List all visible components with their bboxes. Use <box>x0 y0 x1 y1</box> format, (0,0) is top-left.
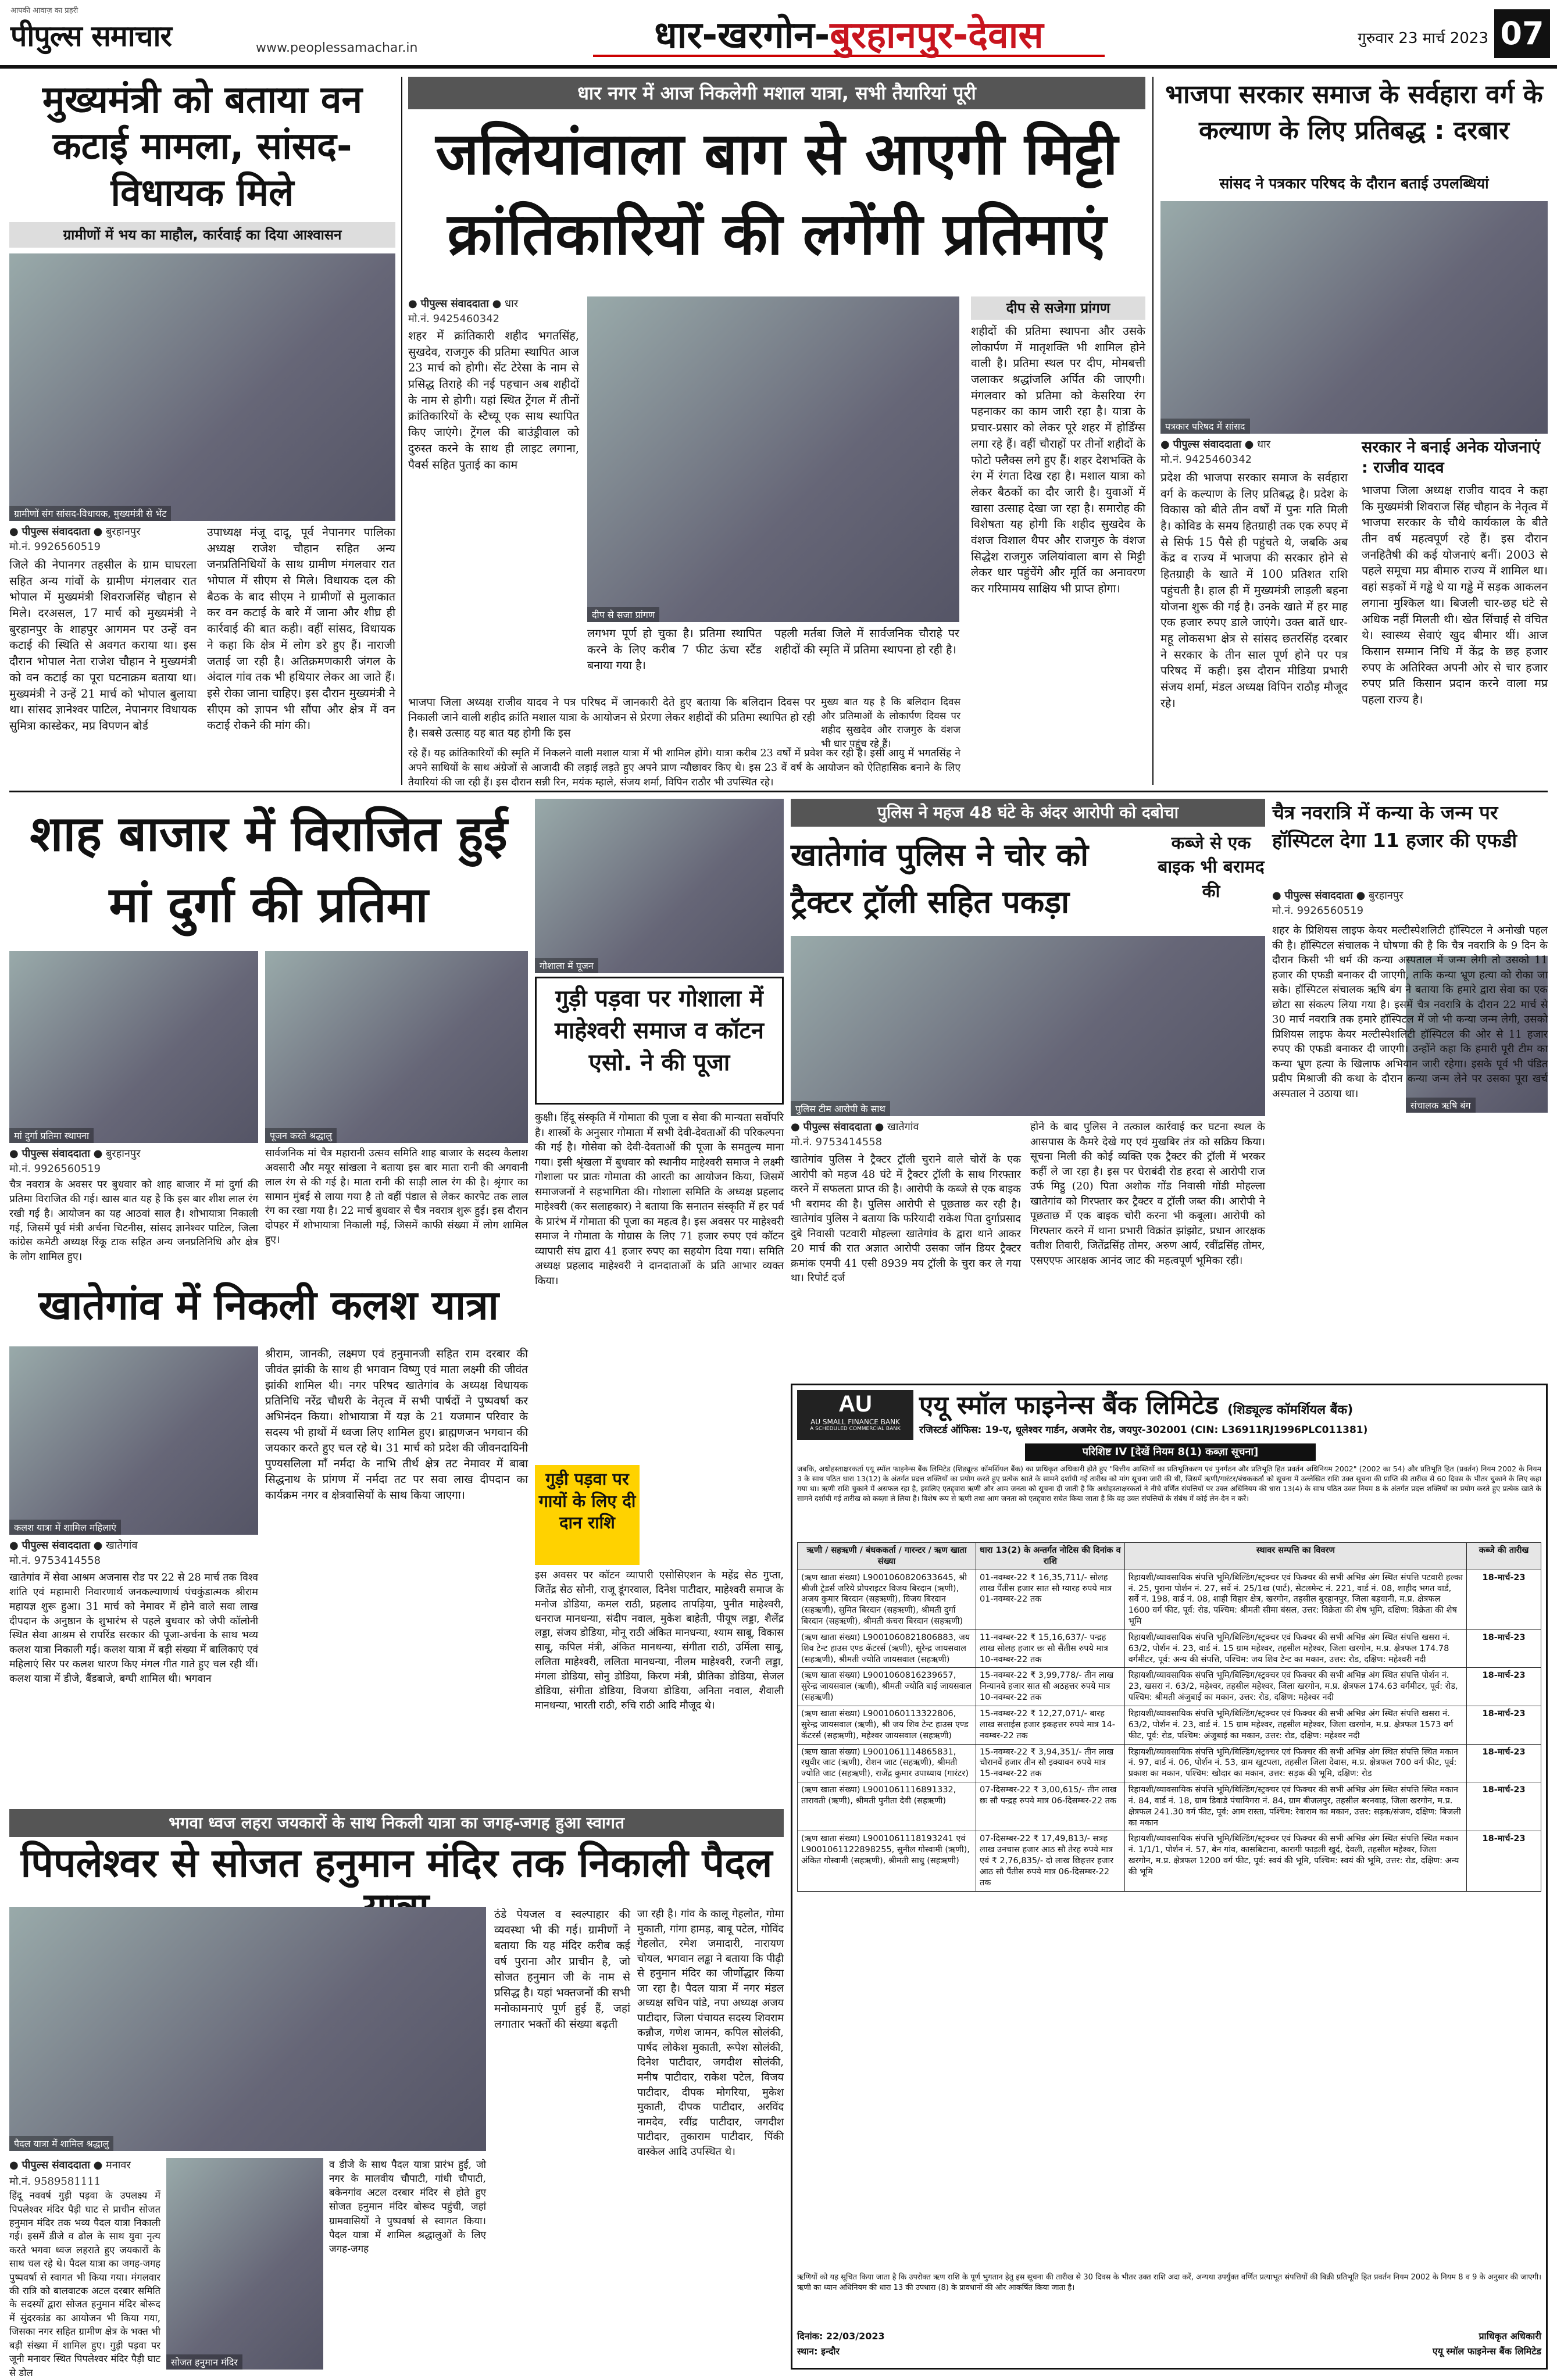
notice-row <box>798 1629 1541 1668</box>
body-col-3: पहली मर्तबा जिले में सार्वजनिक चौराहे पर शहीदों की स्मृति में प्रतिमा स्थापना हो रही है। <box>774 627 959 656</box>
body-col-2: इस अवसर पर कॉटन व्यापारी एसोसिएशन के महेंद्र सेठ गुप्ता, जितेंद्र सेठ सोनी, राजू डूंगरवाल, दिनेश पाटीदार, माहेश्वरी समाज के मनोज डोडिया, कमल राठी, प्रहलाद तापड़िया, पुनीत माहेश्वरी, धनराज मानधन्या, संदीप नवाल, मुकेश बाहेती, पीयूष लड्डा, शैलेंद्र लड्डा, संजय डोडिया, मोनू राठी अंकित मानधन्या, श्याम साबू, विकास साबू, कपिल मंत्री, अंकित मानधन्या, संगीता राठी, उर्मिला साबू, ललिता माहेश्वरी, ललिता मानधन्या, नीलम माहेश्वरी, रजनी लड्डा, मंगला डोडिया, सोनु डोडिया, किरण मंत्री, प्रीतिका डोडिया, सेजल डोडिया, संगीता डोडिया, विजया डोडिया, अनिता नवाल, शैवाली मानधन्या, भारती राठी, रुचि राठी आदि मौजूद थे। <box>535 1570 784 1711</box>
notice-cell-borrower: (ऋण खाता संख्या) L9001061116891332, तारावती (ऋणी), श्रीमती पुनीता देवी (सहऋणी) <box>798 1782 976 1831</box>
section-title-red: बुरहानपुर-देवास <box>830 14 1044 57</box>
headline: पिपलेश्वर से सोजत हनुमान मंदिर तक निकाली पैदल <box>20 1841 773 1886</box>
notice-appendix: परिशिष्ट IV [देखें नियम 8(1) कब्ज़ा सूचना] <box>1025 1443 1316 1461</box>
body-col-4: शहीदों की प्रतिमा स्थापना और उसके लोकार्पण में मातृशक्ति भी शामिल होने वाली है। प्रतिमा स्थल पर दीप, मोमबत्ती जलाकर श्रद्धांजलि अर्पित की जाएगी। मंगलवार को प्रतिमा को केसरिया रंग पहनाकर का काम जारी रहा है। यात्रा के प्रचार-प्रसार को लेकर पूरे शहर में होर्डिंग्स लगा रहे हैं। वहीं चौराहों पर तीनों शहीदों के फोटो फ्लैक्स लगे हुए हैं। शहर देशभक्ति के रंग में रंगता दिख रहा है। मशाल यात्रा को लेकर बैठकों का दौर जारी है। युवाओं में खासा उत्साह देखा जा रहा है। समारोह की विशेषता यह होगी कि शहीद सुखदेव के वंशज विशाल थैपर और राजगुरु के वंशज सिद्धेश राजगुरु जलियांवाला बाग से मिट्टी लेकर धार पहुंचेंगे और मूर्ति का अनावरण कर गरिमामय साक्षिय भी प्राप्त होगा। <box>971 324 1145 595</box>
photo-caption: कलश यात्रा में शामिल महिलाएं <box>9 1520 121 1535</box>
story-kalash-yatra <box>9 1282 528 1806</box>
photo-caption: पुलिस टीम आरोपी के साथ <box>791 1101 890 1116</box>
notice-cell-borrower: (ऋण खाता संख्या) L9001061114865831, रघुवीर जाट (ऋणी), रोशन जाट (सहऋणी), श्रीमती ज्योति जाट (सहऋणी), राजेंद्र कुमार उपाध्याय (गारंटर) <box>798 1744 976 1782</box>
notice-column-header: कब्जे की तारीख <box>1467 1543 1541 1570</box>
body-col-1: जिले की नेपानगर तहसील के ग्राम घाघरला सहित अन्य गांवों के ग्रामीण मंगलवार रात भोपाल में मुख्यमंत्री शिवराजसिंह चौहान से मिले। दरअसल, 17 मार्च को मुख्यमंत्री ने बुरहानपुर के शाहपुर आगमन पर उन्हें वन कटाई की स्थिति से अवगत कराया था। इस दौरान भोपाल नेता राजेश चौहान ने मुख्यमंत्री को वन कटाई का पूरा घटनाक्रम बताया था। मुख्यमंत्री ने उन्हें 21 मार्च को भोपाल बुलाया था। सांसद ज्ञानेश्वर पाटिल, नेपानगर विधायक सुमित्रा कास्डेकर, मप्र विपणन बोर्ड <box>9 558 197 732</box>
notice-row <box>798 1570 1541 1629</box>
notice-title-paren: (शिड्यूल्ड कॉमर्शियल बैंक) <box>1227 1403 1354 1417</box>
notice-cell-property: रिहायशी/व्यावसायिक संपत्ति भूमि/बिल्डिंग/स्ट्रक्चर एवं फिक्चर की सभी अभिन्न अंग स्थित संपत्ति स्थित मकान नं. 1/1/1, पोर्शन नं. 57, बेन गांव, कासबिटाना, कारागी फाड़ली खुर्द, देवली, तहसील महेश्वर, जिला खरगोन, म.प्र. क्षेत्रफल 1200 वर्ग फीट, पूर्व: स्वयं की भूमि, पश्चिम: स्वयं की भूमि, उत्तर: रोड, दक्षिण: अन्य की भूमि <box>1124 1831 1466 1891</box>
notice-place: स्थान: इन्दौर <box>797 2346 840 2357</box>
story-goshala <box>535 799 784 1804</box>
body-text: शहर के प्रिशियस लाइफ केयर मल्टीस्पेशलिटी हॉस्पिटल ने अनोखी पहल की है। हॉस्पिटल संचालक ने घोषणा की है कि चैत्र नवरात्रि के 9 दिन के दौरान किसी भी धर्म की कन्या अस्पताल में जन्म लेगी तो उसको 11 हजार की एफडी बनाकर दी जाएगी, ताकि कन्या भ्रूण हत्या को रोका जा सके। हॉस्पिटल संचालक ऋषि बंग ने बताया कि हमारे द्वारा सेवा का एक छोटा सा संकल्प लिया गया है। इसमें चैत्र नवरात्रि के दौरान 22 मार्च से 30 मार्च नवरात्रि तक हमारे हॉस्पिटल में जो भी कन्या जन्म लेगी, उसको प्रिशियस लाइफ केयर मल्टीस्पेशलिटी हॉस्पिटल की ओर से 11 हजार रुपए की एफडी बनाकर दी जाएगी। उन्होंने कहा कि हमारी पूरी टीम का कन्या भ्रूण हत्या के खिलाफ अभियान जारी रहेगा। इसके पूर्व भी पंडित प्रदीप मिश्राजी की कथा के दौरान कन्या जन्म लेने पर उसका पूरा खर्च अस्पताल ने उठाया था। <box>1272 924 1548 1100</box>
byline-place: खातेगांव <box>106 1539 138 1552</box>
notice-cell-notice: 07-दिसम्बर-22 ₹ 3,00,615/- तीन लाख छः सौ पन्द्रह रुपये मात्र 06-दिसम्बर-22 तक <box>976 1782 1124 1831</box>
body-col-1: चैत्र नवरात्र के अवसर पर बुधवार को शाह बाजार में मां दुर्गा की प्रतिमा विराजित की गई। खास बात यह है कि इस बार शीश लाल रंग रखी गई है। आयोजन का यह आठवां साल है। शोभायात्रा निकाली गई, जिसमें पूर्व मंत्री अर्चना चिटनीस, सांसद ज्ञानेश्वर पाटिल, जिला कांग्रेस कमेटी अध्यक्ष रिंकू टाक सहित अन्य जनप्रतिनिधि और क्षेत्र के लोग शामिल हुए। <box>9 1179 258 1263</box>
story-hospital-fd <box>1272 799 1548 1380</box>
body-text-1: हिंदू नववर्ष गुड़ी पड़वा के उपलक्ष्य में पिपलेश्वर मंदिर पैड़ी घाट से प्राचीन सोजत हनुमान मंदिर तक भव्य पैदल यात्रा निकाली गई। इसमें डीजे व ढोल के साथ युवा नृत्य करते भगवा ध्वज लहराते हुए जयकारों के साथ चल रहे थे। पैदल यात्रा का जगह-जगह पुष्पवर्षा से स्वागत भी किया गया। मंगलवार की रात्रि को बालवाटक अटल दरबार समिति के सदस्यों द्वारा सोजत हनुमान मंदिर बोरूद में सुंदरकांड का आयोजन भी किया गया, जिसका नगर सहित ग्रामीण क्षेत्र के भक्त भी बड़ी संख्या में शामिल हुए। गुड़ी पड़वा पर जूनी मनावर स्थित पिपलेश्वर मंदिर पैड़ी घाट से डोल <box>9 2190 160 2378</box>
notice-cell-date: 18-मार्च-23 <box>1467 1782 1541 1831</box>
headline: भाजपा सरकार समाज के सर्वहारा वर्ग के कल्याण के लिए प्रतिबद्ध : दरबार <box>1165 80 1543 145</box>
story-cm-forest <box>9 77 395 786</box>
masthead <box>0 0 1557 69</box>
byline-author: पीपुल्स संवाददाता <box>1284 889 1353 902</box>
notice-cell-notice: 07-दिसम्बर-22 ₹ 17,49,813/- सत्रह लाख उनचास हजार आठ सौ तेरह रुपये मात्र एवं ₹ 2,76,835/- दो लाख छिहत्तर हजार आठ सौ पैंतीस रुपये मात्र 06-दिसम्बर-22 तक <box>976 1831 1124 1891</box>
notice-cell-notice: 01-नवम्बर-22 ₹ 16,35,711/- सोलह लाख पैंतीस हजार सात सौ ग्यारह रुपये मात्र 01-नवम्बर-22 तक <box>976 1570 1124 1629</box>
notice-intro: जबकि, अधोहस्ताक्षरकर्ता एयू स्मॉल फाइनेन्स बैंक लिमिटेड (शिड्यूल्ड कॉमर्शियल बैंक) का प्राधिकृत अधिकारी होते हुए "वित्तीय आस्तियों का प्रतिभूतिकरण एवं पुनर्गठन और प्रतिभूति हित प्रवर्तन अधिनियम 2002" (2002 का 54) और प्रतिभूति हित (प्रवर्तन) नियम 2002 के नियम 3 के साथ पठित धारा 13(12) के अंतर्गत प्रदत्त शक्तियों का प्रयोग करते हुए प्रत्येक खाते के सामने दर्शायी गई तारीख को मांग सूचना जारी की थी, जिसमें ऋणी/गारंटर/बंधककर्ता को सूचना में उल्लेखित राशि उक्त सूचना की प्राप्ति की तारीख से 60 दिवस के भीतर चुकाने के लिए कहा गया था। ऋणी राशि चुकाने में असफल रहा है, इसलिए एतद्द्वारा ऋणी और आम जनता को सूचना दी जाती है कि अधोहस्ताक्षरकर्ता ने नीचे वर्णित संपत्तियों पर उक्त अधिनियम की धारा 13(4) के साथ पठित उक्त नियम 8 के अंतर्गत प्रदत्त शक्तियों का प्रयोग करते हुए प्रत्येक खाते के सामने दर्शायी गई तारीख को कब्ज़ा ले लिया है। विशेष रूप से ऋणी तथा आम जनता को एतद्द्वारा सचेत किया जाता है कि वह उक्त संपत्तियों के संबंध में कोई लेन-देन न करें। <box>797 1464 1541 1503</box>
body-col-2: सार्वजनिक मां चैत्र महारानी उत्सव समिति शाह बाजार के सदस्य कैलाश अवसारी और मयूर सांखला ने बताया इस बार माता रानी की अगवानी लाल रंग से की गई है। माता रानी की साड़ी लाल रंग की है। श्रृंगार का सामान मुंबई से लाया गया है तो वहीं पंडाल से लेकर कारपेट तक लाल रंग का रखा गया है। 22 मार्च बुधवार से चैत्र नवरात्र शुरू हुई। इस दौरान दोपहर में शोभायात्रा निकाली गई, जिसमें काफी संख्या में लोग शामिल हुए। <box>265 1148 528 1246</box>
sub-head: दीप से सजेगा प्रांगण <box>971 296 1145 320</box>
notice-cell-date: 18-मार्च-23 <box>1467 1629 1541 1668</box>
byline: ● पीपुल्स संवाददाता ● खातेगांव <box>791 1121 919 1133</box>
notice-cell-date: 18-मार्च-23 <box>1467 1570 1541 1629</box>
notice-cell-borrower: (ऋण खाता संख्या) L9001060821806883, जय शिव टेन्ट हाउस एण्ड कॅटरर्स (ऋणी), सुरेन्द्र जायसवाल (सहऋणी), श्रीमती ज्योति जायसवाल (सहऋणी) <box>798 1629 976 1668</box>
photo-caption: मां दुर्गा प्रतिमा स्थापना <box>9 1128 94 1143</box>
byline-author: पीपुल्स संवाददाता <box>22 2159 90 2171</box>
side-box: कब्जे से एक बाइक भी बरामद की <box>1158 833 1265 902</box>
issue-date: गुरुवार 23 मार्च 2023 <box>1358 30 1488 47</box>
notice-date: दिनांक: 22/03/2023 <box>797 2331 885 2342</box>
body-col-2: लगभग पूर्ण हो चुका है। प्रतिमा स्थापित करने के लिए करीब 7 फीट ऊंचा स्टैंड बनाया गया है। <box>587 627 762 673</box>
byline-place: बुरहानपुर <box>1369 889 1404 902</box>
headline: जलियांवाला बाग से आएगी मिट्टी क्रांतिकारियों की लगेंगी प्रतिमाएं <box>435 120 1118 268</box>
notice-row <box>798 1831 1541 1891</box>
byline: ● पीपुल्स संवाददाता ● बुरहानपुर <box>1272 889 1404 902</box>
photo-press-conference <box>1160 201 1548 434</box>
kicker: भगवा ध्वज लहरा जयकारों के साथ निकली यात्रा का जगह-जगह हुआ स्वागत <box>9 1809 784 1837</box>
body-col-1: प्रदेश की भाजपा सरकार समाज के सर्वहारा वर्ग के कल्याण के लिए प्रतिबद्ध है। प्रदेश के विकास को बीते तीन वर्षों में पुनः गति मिली है। कोविड के समय हितग्राही तक एक रुपए में से सिर्फ 15 पैसे ही पहुंचते थे, जबकि अब केंद्र व राज्य में भाजपा की सरकार होने से हितग्राही के खाते में 100 प्रतिशत राशि पहुंचती है। हाल ही में मुख्यमंत्री लाड़ली बहना योजना शुरू की गई है। उनके खाते में हर माह एक हजार रुपए डाले जाएंगे। उक्त बातें धार-महू लोकसभा क्षेत्र से सांसद छतरसिंह दरबार ने सरकार के तीन साल पूर्ण होने पर पत्र परिषद में कही। इस दौरान मीडिया प्रभारी संजय शर्मा, मंडल अध्यक्ष विपिन राठौड़ मौजूद रहे। <box>1160 471 1348 710</box>
body-col-1: शहर में क्रांतिकारी शहीद भगतसिंह, सुखदेव, राजगुरु की प्रतिमा स्थापित आज 23 मार्च को होगी। सेंट टेरेसा के नाम से प्रसिद्ध तिराहे की नई पहचान अब शहीदों के नाम से होगी। यहां स्थित ट्रेंगल में तीनों क्रांतिकारियों के स्टैच्यू एक साथ स्थापित किए जाएंगे। ट्रेंगल की बाउंड्रीवाल को दुरुस्त करने के साथ ही लाइट लगाना, पैवर्स सहित पुताई का काम <box>408 329 579 471</box>
body-col-1: कुक्षी। हिंदू संस्कृति में गोमाता की पूजा व सेवा की मान्यता सर्वोपरि है। शास्त्रों के अनुसार गोमाता में सभी देवी-देवताओं की परिकल्पना की गई है। गोसेवा को देवी-देवताओं की पूजा के समतुल्य माना गया। इसी श्रृंखला में बुधवार को स्थानीय माहेश्वरी समाज ने लक्ष्मी गोशाला पर प्रातः गोमाता की आरती का आयोजन किया, जिसमें समाजजनों ने सहभागिता की। गोशाला समिति के अध्यक्ष प्रहलाद माहेश्वरी (कर सलाहकार) ने बताया कि सनातन संस्कृति में हर पर्व के प्रारंभ में गोमाता की पूजा का महत्व है। इस अवसर पर माहेश्वरी समाज ने गोमाता के गोग्रास के लिए 71 हजार रुपए एवं कॉटन व्यापारी संघ द्वारा 41 हजार रुपए का सहयोग दिया गया। समिति अध्यक्ष प्रहलाद माहेश्वरी ने दानदाताओं के प्रति आभार व्यक्त किया। <box>535 1112 784 1288</box>
body-col-3: ठंडे पेयजल व स्वल्पाहार की व्यवस्था भी की गई। ग्रामीणों ने बताया कि यह मंदिर करीब कई वर्ष पुराना और प्राचीन है, जो सोजत हनुमान जी के नाम से प्रसिद्ध है। यहां भक्तजनों की सभी मनोकामनाएं पूर्ण हुई हैं, जहां लगातार भक्तों की संख्या बढ़ती <box>494 1908 630 2031</box>
section-title-black: धार-खरगोन- <box>654 14 830 57</box>
byline-place: बुरहानपुर <box>106 526 141 538</box>
body-col-1: खातेगांव में सेवा आश्रम अजनास रोड पर 22 से 28 मार्च तक विश्व शांति एवं महामारी निवारणार्थ जनकल्याणार्थ पंचकुंडात्मक श्रीराम महायज्ञ शुरू हुआ। 31 मार्च को नेमावर में होने वाले सवा लाख दीपदान के अनुष्ठान के शुभारंभ से पहले बुधवार को जेपी कॉलोनी स्थित सेवा आश्रम से रापरिंड सरकार की पूजा-अर्चना के साथ भव्य कलश यात्रा निकाली गई। कलश यात्रा में बड़ी संख्या में बालिकाएं एवं महिलाएं सिर पर कलश धारण किए मंगल गीत गाते हुए चल रही थीं। कलश यात्रा में डीजे, बैंडबाजे, बग्घी शामिल थी। भगवान <box>9 1572 258 1685</box>
body-col-4: जा रही है। गांव के कालू गेहलोत, गोमा मुकाती, गांगा हामड़, बाबू पटेल, गोविंद गेहलोत, रमेश जमादारी, नारायण चोयल, भगवान लड्ढा ने बताया कि पीढ़ी से हनुमान मंदिर का जीर्णोद्धार किया जा रहा है। पैदल यात्रा में नगर मंडल अध्यक्ष सचिन पांडे, नपा अध्यक्ष अजय पाटीदार, जिला पंचायत सदस्य शिवराम कन्नौज, गणेश जामन, कपिल सोलंकी, पार्षद लोकेश मुकाती, रूपेश सोलंकी, दिनेश पाटीदार, जगदीश सोलंकी, मनीष पाटीदार, राकेश पटेल, विजय पाटीदार, दीपक मोगरिया, मुकेश मुकाती, दीपक पाटीदार, अरविंद नामदेव, रवींद्र पाटीदार, जगदीश पाटीदार, तुकाराम पाटीदार, पिंकी वास्केल आदि उपस्थित थे। <box>637 1908 784 2158</box>
notice-cell-property: रिहायशी/व्यावसायिक संपत्ति भूमि/बिल्डिंग/स्ट्रक्चर एवं फिक्चर की सभी अभिन्न अंग स्थित संपत्ति पटवारी हल्का नं. 25, पुराना पोर्शन नं. 27, सर्वे नं. 25/1ख (पार्ट), सेटलमेन्ट नं. 221, वार्ड नं. 08, शाहीद भगत वार्ड, सर्वे नं. 198, वार्ड नं. 08, शाही विहार क्षेत्र, खरगोन, तहसील बुरहानपुर, जिला बड़वानी, म.प्र. क्षेत्रफल 1600 वर्ग फीट, पूर्व: रोड, पश्चिम: श्रीमती सीमा बंसल, उत्तर: विक्रेता की शेष भूमि, दक्षिण: विक्रेता की शेष भूमि <box>1124 1570 1466 1629</box>
notice-table <box>797 1542 1541 1892</box>
photo-caption: संचालक ऋषि बंग <box>1406 1098 1476 1113</box>
notice-cell-notice: 15-नवम्बर-22 ₹ 3,99,778/- तीन लाख निन्यानवे हजार सात सौ अठहत्तर रुपये मात्र 10-नवम्बर-22 तक <box>976 1668 1124 1706</box>
photo-caption: सोजत हनुमान मंदिर <box>166 2354 242 2370</box>
kicker: धार नगर में आज निकलेगी मशाल यात्रा, सभी तैयारियां पूरी <box>408 77 1145 109</box>
body-intro: भाजपा जिला अध्यक्ष राजीव यादव ने पत्र परिषद में जानकारी देते हुए बताया कि बलिदान दिवस पर निकाली जाने वाली शहीद क्रांति मशाल यात्रा के आयोजन से प्रेरणा लेकर शहीदों की प्रतिमा स्थापित हो रही है। सबसे उत्साह यह बात यह होगी कि इस <box>408 696 815 739</box>
kicker: पुलिस ने महज 48 घंटे के अंदर आरोपी को दबोचा <box>791 799 1265 827</box>
notice-cell-date: 18-मार्च-23 <box>1467 1744 1541 1782</box>
notice-column-header: स्थावर सम्पत्ति का विवरण <box>1124 1543 1466 1570</box>
notice-cell-date: 18-मार्च-23 <box>1467 1831 1541 1891</box>
body-col-2: होने के बाद पुलिस ने तत्काल कार्रवाई कर घटना स्थल के आसपास के कैमरे देखे गए एवं मुखबिर तंत्र को सक्रिय किया। सूचना मिली की कोई व्यक्ति एक ट्रैक्टर की ट्रॉली में भरकर कहीं ले जा रहा है। इस पर घेराबंदी रोड हरदा से आरोपी राज उर्फ मिट्ठु (20) पिता अशोक गोंड निवासी गोंडी मोहल्ला खातेगांव को गिरफ्तार कर ट्रैक्टर व ट्रॉली जब्त की। आरोपी ने पूछताछ में एक बाइक चोरी करना भी कबूला। आरोपी को गिरफ्तार करने में थाना प्रभारी विक्रांत झांझोट, प्रधान आरक्षक वतीश तिवारी, जितेंद्रसिंह तोमर, अरुण आर्य, रवींद्रसिंह तोमर, एसएएफ आरक्षक आनंद जाट की महत्वपूर्ण भूमिका रही। <box>1030 1121 1265 1267</box>
section-title <box>593 8 1105 57</box>
byline-place: खातेगांव <box>887 1121 919 1133</box>
legal-notice-au-bank <box>791 1384 1548 2370</box>
notice-footer: ऋणियों को यह सूचित किया जाता है कि उपरोक्त ऋण राशि के पूर्ण भुगतान हेतु इस सूचना की तारीख से 30 दिवस के भीतर उक्त राशि अदा करें, अन्यथा उपर्युक्त वर्णित प्रत्याभूत संपत्तियों की बिक्री प्रतिभूति हित प्रवर्तन नियम 2002 के नियम 8 व 9 के अनुसार की जाएगी। ऋणी का ध्यान अधिनियम की धारा 13 की उपधारा (8) के प्रावधानों की ओर आकर्षित किया जाता है। <box>797 2273 1541 2292</box>
column-divider <box>401 77 402 785</box>
mobile-number: मो.नं. 9589581111 <box>9 2175 101 2188</box>
story-padyatra <box>9 1809 784 2378</box>
photo-durga-2 <box>265 951 528 1143</box>
au-bank-logo-mark: AU <box>838 1391 872 1417</box>
deck: ग्रामीणों में भय का माहौल, कार्रवाई का दिया आश्वासन <box>9 222 395 248</box>
byline-author: पीपुल्स संवाददाता <box>1173 438 1241 451</box>
body-closing: रहे हैं। यह क्रांतिकारियों की स्मृति में निकलने वाली मशाल यात्रा में भी शामिल होंगे। यात्रा करीब 23 वर्षों में प्रवेश कर रही है। इसी आयु में भगतसिंह ने अपने साथियों के साथ अंग्रेजों से आजादी की लड़ाई लड़ते हुए अपने प्राण न्यौछावर किए थे। इस 23 वें वर्ष के आयोजन को ऐतिहासिक बनाने के लिए तैयारियां की जा रही हैं। इस दौरान सन्नी रिन, मयंक म्हाले, संजय शर्मा, विपिन राठौर भी उपस्थित रहे। <box>408 748 960 788</box>
story-durga-idol <box>9 799 528 1279</box>
notice-cell-property: रिहायशी/व्यावसायिक संपत्ति भूमि/बिल्डिंग/स्ट्रक्चर एवं फिक्चर की सभी अभिन्न अंग स्थित संपत्ति स्थित मकान नं. 84, वार्ड नं. 18, ग्राम डिवाडे पंचायिगरा नं. 84, ग्राम बीजलपुर, तहसील बरनवाड़, जिला खरगोन, म.प्र. क्षेत्रफल 241.30 वर्ग फीट, पूर्व: आम रास्ता, पश्चिम: रेवाराम का मकान, उत्तर: सड़क/संजय, दक्षिण: बिजली का मकान <box>1124 1782 1466 1831</box>
byline: ● पीपुल्स संवाददाता ● बुरहानपुर <box>9 1148 141 1160</box>
notice-cell-property: रिहायशी/व्यावसायिक संपत्ति भूमि/बिल्डिंग/स्ट्रक्चर एवं फिक्चर की सभी अभिन्न अंग स्थित संपत्ति पोर्शन नं. 23, खसरा नं. 63/2, महेश्वर, तहसील महेश्वर, जिला खरगोन, म.प्र. क्षेत्रफल 174.63 वर्गमीटर, पूर्व: रोड, पश्चिम: श्रीमती अंजुबाई का मकान, उत्तर: रोड, दक्षिण: महेश्वर नदी <box>1124 1668 1466 1706</box>
headline: मुख्यमंत्री को बताया वन कटाई मामला, सांसद-विधायक मिले <box>42 78 362 215</box>
newspaper-logo <box>10 5 255 53</box>
notice-address: रजिस्टर्ड ऑफिस: 19-ए, धूलेश्वर गार्डन, अजमेर रोड, जयपुर-302001 (CIN: L36911RJ1996PLC011381) <box>919 1424 1368 1436</box>
body-tail: मुख्य बात यह है कि बलिदान दिवस और प्रतिमाओं के लोकार्पण दिवस पर शहीद सुखदेव और राजगुरु के वंशज भी धार पहुंच रहे हैं। <box>821 696 960 751</box>
body-col-1: खातेगांव पुलिस ने ट्रैक्टर ट्रॉली चुराने वाले चोरों के एक आरोपी को महज 48 घंटे में ट्रैक्टर ट्रॉली के साथ गिरफ्तार करने में सफलता प्राप्त की है। आरोपी के कब्जे से एक बाइक भी बरामद की है। पुलिस आरोपी से पूछताछ कर रही है। खातेगांव पुलिस ने बताया कि फरियादी राकेश पिता दुर्गाप्रसाद दुबे निवासी पटवारी मोहल्ला खातेगांव के द्वारा थाने आकर 20 मार्च की रात अज्ञात आरोपी उसका जॉन डियर ट्रैक्टर क्रमांक एमपी 41 एसी 8939 मय ट्रॉली के चुरा कर ले गया था। रिपोर्ट दर्ज <box>791 1153 1021 1285</box>
byline: ● पीपुल्स संवाददाता ● बुरहानपुर <box>9 526 141 538</box>
notice-cell-borrower: (ऋण खाता संख्या) L9001060816239657, सुरेन्द्र जायसवाल (ऋणी), श्रीमती ज्योति बाई जायसवाल (सहऋणी) <box>798 1668 976 1706</box>
photo-durga-1 <box>9 951 258 1143</box>
notice-title <box>919 1391 1541 1420</box>
byline-author: पीपुल्स संवाददाता <box>22 1148 90 1160</box>
byline-author: पीपुल्स संवाददाता <box>420 298 489 310</box>
headline: शाह बाजार में विराजित हुई मां दुर्गा की प्रतिमा <box>30 805 508 933</box>
photo-police-team <box>791 936 1265 1116</box>
notice-cell-borrower: (ऋण खाता संख्या) L9001061118193241 एवं L9001061122898255, सुनील गोस्वामी (ऋणी), अंकित गोस्वामी (सहऋणी), श्रीमती साधु (सहऋणी) <box>798 1831 976 1891</box>
headline: खातेगांव पुलिस ने चोर को ट्रैक्टर ट्रॉली सहित पकड़ा <box>791 837 1089 920</box>
mobile-number: मो.नं. 9926560519 <box>1272 905 1364 917</box>
notice-cell-notice: 11-नवम्बर-22 ₹ 15,16,637/- पन्द्रह लाख सोलह हजार छः सौ सैंतीस रुपये मात्र 10-नवम्बर-22 तक <box>976 1629 1124 1668</box>
au-bank-logo-tag: A SCHEDULED COMMERCIAL BANK <box>810 1426 901 1432</box>
notice-cell-date: 18-मार्च-23 <box>1467 1706 1541 1744</box>
logo-tagline: आपकी आवाज़ का प्रहरी <box>10 6 78 15</box>
notice-cell-borrower: (ऋण खाता संख्या) L9001060820633645, श्री श्रीजी ट्रेडर्स जरिये प्रोपराइटर विजय बिरदान (ऋणी), अजय कुमार बिरदान (सहऋणी), विजय बिरदान (सहऋणी), सुमित बिरदान (सहऋणी), श्रीमती दुर्गा बिरदान (सहऋणी), श्रीमती कंचरा बिरदान (सहऋणी) <box>798 1570 976 1629</box>
byline-place: मनावर <box>106 2159 131 2171</box>
headline: चैत्र नवरात्रि में कन्या के जन्म पर हॉस्पिटल देगा 11 हजार की एफडी <box>1272 801 1517 852</box>
logo-text: पीपुल्स समाचार <box>10 19 172 53</box>
notice-cell-property: रिहायशी/व्यावसायिक संपत्ति भूमि/बिल्डिंग/स्ट्रक्चर एवं फिक्चर की सभी अभिन्न अंग स्थित संपत्ति खसरा नं. 63/2, पोर्शन नं. 23, वार्ड नं. 15 ग्राम महेश्वर, तहसील महेश्वर, जिला खरगोन, म.प्र. क्षेत्रफल 1573 वर्ग फीट, पूर्व: रोड, पश्चिम: अंजुबाई का मकान, उत्तर: रोड, दक्षिण: महेश्वर नदी <box>1124 1706 1466 1744</box>
notice-cell-date: 18-मार्च-23 <box>1467 1668 1541 1706</box>
notice-table-wrap <box>797 1542 1541 2269</box>
byline-place: धार <box>505 298 519 310</box>
notice-signatory-org: एयू स्मॉल फाइनेन्स बैंक लिमिटेड <box>1432 2346 1541 2357</box>
notice-title-main: एयू स्मॉल फाइनेन्स बैंक लिमिटेड <box>919 1391 1219 1420</box>
byline-author: पीपुल्स संवाददाता <box>22 1539 90 1552</box>
photo-temple <box>166 2158 323 2370</box>
byline-author: पीपुल्स संवाददाता <box>803 1121 872 1133</box>
horizontal-rule <box>9 791 1548 792</box>
byline: ● पीपुल्स संवाददाता ● खातेगांव <box>9 1539 138 1552</box>
body-col-1: ● पीपुल्स संवाददाता ● मनावर मो.नं. 9589581111 हिंदू नववर्ष गुड़ी पड़वा के उपलक्ष्य में पिपलेश्वर मंदिर पैड़ी घाट से प्राचीन सोजत हनुमान मंदिर तक भव्य पैदल यात्रा निकाली गई। इसमें डीजे व ढोल के साथ युवा नृत्य करते भगवा ध्वज लहराते हुए जयकारों के साथ चल रहे थे। पैदल यात्रा का जगह-जगह पुष्पवर्षा से स्वागत भी किया गया। मंगलवार की रात्रि को बालवाटक अटल दरबार समिति के सदस्यों द्वारा सोजत हनुमान मंदिर बोरूद में सुंदरकांड का आयोजन भी किया गया, जिसका नगर सहित ग्रामीण क्षेत्र के भक्त भी बड़ी संख्या में शामिल हुए। गुड़ी पड़वा पर जूनी मनावर स्थित पिपलेश्वर मंदिर पैड़ी घाट से डोल <box>9 2158 160 2370</box>
notice-cell-property: रिहायशी/व्यावसायिक संपत्ति भूमि/बिल्डिंग/स्ट्रक्चर एवं फिक्चर की सभी अभिन्न अंग स्थित संपत्ति स्थित मकान नं. 97, वार्ड नं. 06, पोर्शन नं. 53, ग्राम खुटपला, तहसील जिला देवास, म.प्र. क्षेत्रफल 700 वर्ग फीट, पूर्व: प्रकाश का मकान, पश्चिम: खोदार का मकान, उत्तर: सड़क की भूमि, दक्षिण: रोड <box>1124 1744 1466 1782</box>
deck: सांसद ने पत्रकार परिषद के दौरान बताई उपलब्धियां <box>1219 175 1489 192</box>
mobile-number: मो.नं. 9753414558 <box>791 1136 883 1148</box>
mobile-number: मो.नं. 9425460342 <box>1160 453 1252 466</box>
notice-cell-notice: 15-नवम्बर-22 ₹ 3,94,351/- तीन लाख चौरानवें हजार तीन सौ इक्यावन रुपये मात्र 15-नवम्बर-22 तक <box>976 1744 1124 1782</box>
photo-caption: पूजन करते श्रद्धालु <box>265 1128 337 1143</box>
notice-header <box>797 1390 1541 1440</box>
headline: गुड़ी पड़वा पर गोशाला में माहेश्वरी समाज व कॉटन एसो. ने की पूजा <box>535 977 784 1105</box>
byline-place: बुरहानपुर <box>106 1148 141 1160</box>
mobile-number: मो.नं. 9425460342 <box>408 313 500 325</box>
byline-place: धार <box>1257 438 1271 451</box>
body-col-2: व डीजे के साथ पैदल यात्रा प्रारंभ हुई, जो नगर के मालवीय चौपाटी, गांधी चौपाटी, बकेनगांव अटल दरबार मंदिर से होते हुए सोजत हनुमान मंदिर बोरूद पहुंची, जहां ग्रामवासियों ने पुष्पवर्षा से स्वागत किया। पैदल यात्रा में शामिल श्रद्धालुओं के लिए जगह-जगह <box>329 2159 486 2255</box>
photo-caption: गोशाला में पूजन <box>535 958 598 973</box>
au-bank-logo <box>797 1390 913 1440</box>
side-headline: सरकार ने बनाई अनेक योजनाएं : राजीव यादव <box>1362 438 1541 477</box>
photo-padyatra <box>9 1907 486 2151</box>
mobile-number: मो.नं. 9753414558 <box>9 1554 101 1567</box>
notice-column-header: ऋणी / सहऋणी / बंधककर्ता / गारन्टर / ऋण खाता संख्या <box>798 1543 976 1570</box>
website-url[interactable]: www.peoplessamachar.in <box>256 41 418 55</box>
story-lead-martyrs <box>408 77 1145 786</box>
side-box: गुड़ी पड़वा पर गायों के लिए दी दान राशि <box>535 1465 640 1565</box>
notice-signatory: प्राधिकृत अधिकारी <box>1479 2331 1541 2342</box>
notice-row <box>798 1668 1541 1706</box>
notice-row <box>798 1744 1541 1782</box>
notice-column-header: धारा 13(2) के अन्तर्गत नोटिस की दिनांक व राशि <box>976 1543 1124 1570</box>
photo-goshala <box>535 799 784 973</box>
byline: ● पीपुल्स संवाददाता ● धार <box>408 298 519 310</box>
photo-statue-site <box>587 296 959 622</box>
page-number: 07 <box>1494 9 1550 58</box>
mobile-number: मो.नं. 9926560519 <box>9 541 101 553</box>
photo-kalash-yatra <box>9 1346 258 1535</box>
column-divider <box>1152 77 1154 785</box>
mobile-number: मो.नं. 9926560519 <box>9 1163 101 1175</box>
notice-cell-borrower: (ऋण खाता संख्या) L9001060113322806, सुरेन्द्र जायसवाल (ऋणी), श्री जय शिव टेन्ट हाउस एण्ड कॅटरर्स (सहऋणी), महेश्वर जायसवाल (सहऋणी) <box>798 1706 976 1744</box>
photo-caption: पत्रकार परिषद में सांसद <box>1160 419 1250 434</box>
story-bjp-mp <box>1160 77 1548 786</box>
notice-cell-notice: 15-नवम्बर-22 ₹ 12,27,071/- बारह लाख सत्ताईस हजार इकहत्तर रुपये मात्र 14-नवम्बर-22 तक <box>976 1706 1124 1744</box>
notice-row <box>798 1706 1541 1744</box>
photo-caption: दीप से सजा प्रांगण <box>587 607 659 622</box>
notice-row <box>798 1782 1541 1831</box>
headline: खातेगांव में निकली कलश यात्रा <box>38 1281 499 1329</box>
photo-caption: ग्रामीणों संग सांसद-विधायक, मुख्यमंत्री से भेंट <box>9 506 171 521</box>
photo-cm-meeting <box>9 253 395 521</box>
photo-caption: पैदल यात्रा में शामिल श्रद्धालु <box>9 2136 113 2151</box>
story-police-tractor <box>791 799 1265 1380</box>
body-col-2: श्रीराम, जानकी, लक्ष्मण एवं हनुमानजी सहित राम दरबार की जीवंत झांकी के साथ ही भगवान विष्णु एवं माता लक्ष्मी की जीवंत झांकी शामिल थी। नगर परिषद खातेगांव के अध्यक्ष विधायक प्रतिनिधि नरेंद्र चौधरी के नेतृत्व में सभी पार्षदों ने पुष्पवर्षा कर अभिनंदन किया। शोभायात्रा में यज्ञ के 21 यजमान परिवार के सदस्य भी हाथों में ध्वजा लिए शामिल हुए। ब्राह्मणजन भगवान की जयकार करते हुए चल रहे थे। 31 मार्च को प्रदेश की जीवनदायिनी पुण्यसलिला माँ नर्मदा के नाभि तीर्थ क्षेत्र तट नेमावर में बाबा सिद्धनाथ के प्रांगण में नर्मदा तट पर सवा लाख दीपदान का कार्यक्रम नगर व क्षेत्रवासियों के साथ किया जाएगा। <box>265 1348 528 1502</box>
byline-author: पीपुल्स संवाददाता <box>22 526 90 538</box>
notice-cell-property: रिहायशी/व्यावसायिक संपत्ति भूमि/बिल्डिंग/स्ट्रक्चर एवं फिक्चर की सभी अभिन्न अंग स्थित संपत्ति खसरा नं. 63/2, पोर्शन नं. 23, वार्ड नं. 15 ग्राम महेश्वर, तहसील महेश्वर, जिला खरगोन, म.प्र. क्षेत्रफल 174.78 वर्गमीटर, पूर्व: अन्य की संपत्ति, पश्चिम: जय शिव टेन्ट का मकान, उत्तर: रोड, दक्षिण: महेश्वरी नदी <box>1124 1629 1466 1668</box>
body-col-2: उपाध्यक्ष मंजू दादू, पूर्व नेपानगर पालिका अध्यक्ष राजेश चौहान सहित अन्य जनप्रतिनिधियों के साथ ग्रामीण मंगलवार रात भोपाल में सीएम से मिले। विधायक दल की बैठक के बाद सीएम ने ग्रामीणों से मुलाकात कर वन कटाई के बारे में जाना और शीघ्र ही कार्रवाई की बात कही। वहीं सांसद, विधायक ने कहा कि क्षेत्र में लोग डरे हुए हैं। नाराजी जताई जा रही है। अतिक्रमणकारी जंगल के अंदाल गांव तक भी हथियार लेकर आ जाते हैं। इसे रोका जाना चाहिए। इस दौरान मुख्यमंत्री ने सीएम को ज्ञापन भी सौंपा और क्षेत्र में वन कटाई रोकने की मांग की। <box>207 526 395 732</box>
body-col-2: भाजपा जिला अध्यक्ष राजीव यादव ने कहा कि मुख्यमंत्री शिवराज सिंह चौहान के नेतृत्व में भाजपा सरकार के चौथे कार्यकाल के बीते तीन वर्ष महत्वपूर्ण रहे हैं। इस दौरान जनहितैषी की कई योजनाएं बनीं। 2003 से पहले समूचा मप्र बीमारु राज्य में शामिल था। वहां सड़कों में गड्ढे थे या गड्ढे में सड़क आकलन लगाना मुश्किल था। बिजली चार-छह घंटे से अधिक नहीं मिलती थी। खेत सिंचाई से वंचित थे। स्वास्थ्य सेवाएं खुद बीमार थीं। आज किसान सम्मान निधि में केंद्र के छह हजार रुपए के अतिरिक्त अपनी ओर से चार हजार रुपए प्रति किसान प्रदान करने वाला मप्र पहला राज्य है। <box>1362 484 1548 706</box>
byline: ● पीपुल्स संवाददाता ● धार <box>1160 438 1271 451</box>
au-bank-logo-sub: AU SMALL FINANCE BANK <box>810 1418 900 1426</box>
